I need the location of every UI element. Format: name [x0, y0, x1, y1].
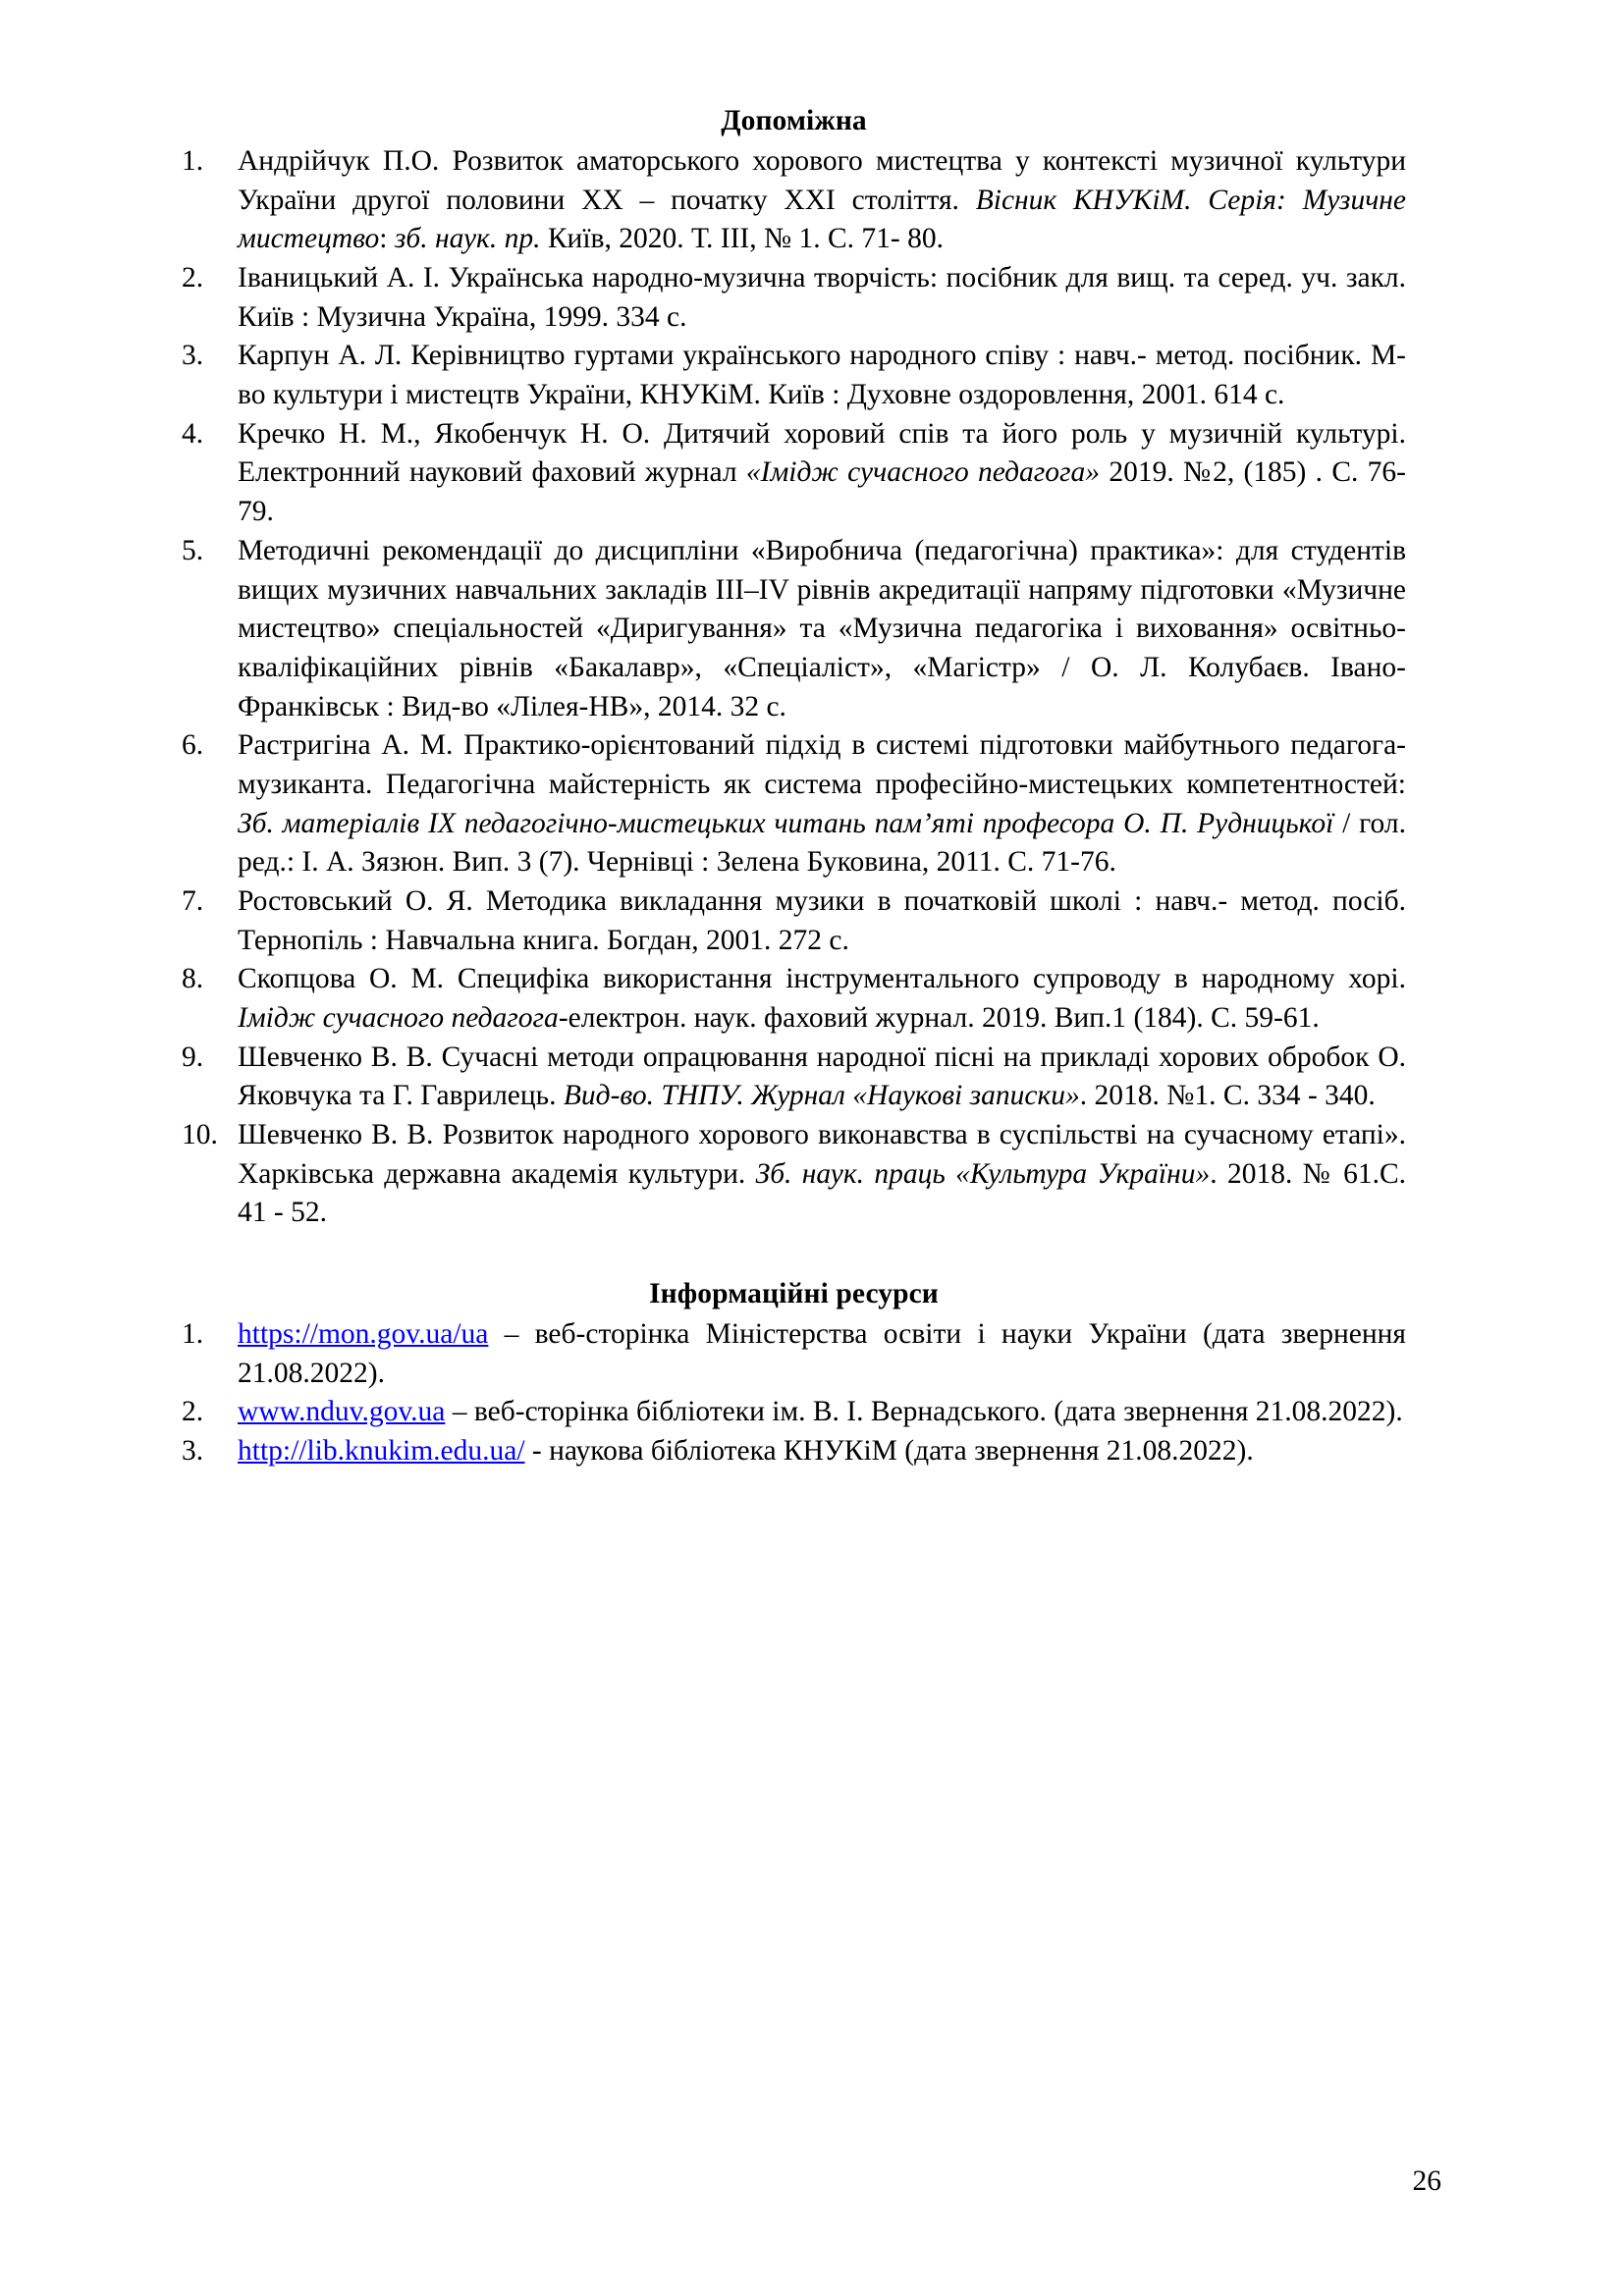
text-run: – веб-сторінка бібліотеки ім. В. І. Вернадського. (дата звернення 21.08.2022). [445, 1396, 1403, 1428]
section-heading-resources: Інформаційні ресурси [649, 1277, 939, 1309]
text-run: Київ, 2020. Т. III, № 1. С. 71- 80. [540, 223, 945, 255]
text-run: . 2018. №1. С. 334 - 340. [1079, 1080, 1376, 1112]
text-run: Растригіна А. М. Практико-орієнтований підхід в системі підготовки майбутнього педагога-музиканта. Педагогічна майстерність як система професійно-мистецьких компетентностей: [238, 729, 1406, 800]
reference-text-1 [238, 145, 1406, 254]
italic-run: Вісник КНУКіМ. Серія: Музичне мистецтво [238, 184, 1406, 255]
text-run: Кречко Н. М., Якобенчук Н. О. Дитячий хоровий спів та його роль у музичній культурі. Електронний науковий фаховий журнал [238, 417, 1406, 489]
text-run: Шевченко В. В. Сучасні методи опрацювання народної пісні на прикладі хорових обробок О. Яковчука та Г. Гаврилець. [238, 1041, 1406, 1112]
resource-item [182, 1315, 1406, 1393]
text-run: Методичні рекомендації до дисципліни «Виробнича (педагогічна) практика»: для студентів вищих музичних навчальних закладів III–IV рівнів акредитації напряму підготовки «Музичне мистецтво» спеціальностей «Диригування» та «Музична педагогіка і виховання» освітньо-кваліфікаційних рівнів «Бакалавр», «Спеціаліст», «Магістр» / О. Л. Колубаєв. Івано-Франківськ : Вид-во «Лілея-НВ», 2014. 32 с. [238, 534, 1406, 722]
resource-text-1 [238, 1318, 1406, 1389]
text-run: -електрон. наук. фаховий журнал. 2019. Вип.1 (184). С. 59-61. [558, 1001, 1320, 1034]
resource-item [182, 1432, 1406, 1471]
bibliography-list [182, 142, 1406, 1233]
text-run: / гол. ред.: І. А. Зязюн. Вип. 3 (7). Чернівці : Зелена Буковина, 2011. С. 71-76. [238, 807, 1406, 879]
resource-item [182, 1393, 1406, 1432]
bibliography-item [182, 337, 1406, 414]
resource-text-2 [238, 1396, 1403, 1427]
italic-run: «Імідж сучасного педагога» [745, 456, 1101, 489]
text-run: 2019. №2, (185) . С. 76-79. [238, 456, 1407, 528]
text-run: Карпун А. Л. Керівництво гуртами українського народного співу : навч.- метод. посібник. М-во культури і мистецтв України, КНУКіМ. Київ : Духовне оздоровлення, 2001. 614 с. [238, 340, 1406, 411]
reference-text-10 [238, 1119, 1406, 1228]
text-run: Андрійчук П.О. Розвиток аматорського хорового мистецтва у контексті музичної культури України другої половини XX – початку XXI століття. [238, 145, 1406, 216]
text-run: Іваницький А. І. Українська народно-музична творчість: посібник для вищ. та серед. уч. закл. Київ : Музична Україна, 1999. 334 с. [238, 262, 1406, 333]
reference-text-8 [238, 963, 1406, 1034]
italic-run: зб. наук. пр. [394, 223, 541, 255]
reference-text-5 [238, 535, 1406, 722]
bibliography-item [182, 882, 1406, 960]
italic-run: Зб. наук. праць «Культура України» [755, 1157, 1211, 1190]
bibliography-item [182, 142, 1406, 259]
page-number: 26 [1412, 2164, 1441, 2197]
reference-text-9 [238, 1041, 1406, 1112]
text-run: . 2018. № 61.С. 41 - 52. [238, 1157, 1406, 1229]
italic-run: Зб. матеріалів IX педагогічно-мистецьких читань пам’яті професора О. П. Рудницької [238, 807, 1334, 839]
bibliography-item [182, 532, 1406, 726]
reference-text-3 [238, 340, 1406, 410]
text-run: Скопцова О. М. Специфіка використання інструментального супроводу в народному хорі. [238, 963, 1406, 995]
text-run: Шевченко В. В. Розвиток народного хорового виконавства в суспільстві на сучасному етапі». Харківська державна академія культури. [238, 1118, 1406, 1190]
resource-url-link[interactable]: http://lib.knukim.edu.ua/ [238, 1435, 525, 1468]
bibliography-item [182, 259, 1406, 337]
italic-run: Імідж сучасного педагога [238, 1001, 559, 1034]
bibliography-item [182, 960, 1406, 1038]
text-run: Ростовський О. Я. Методика викладання музики в початковій школі : навч.- метод. посіб. Тернопіль : Навчальна книга. Богдан, 2001. 272 с. [238, 884, 1406, 956]
reference-text-7 [238, 885, 1406, 956]
resource-url-link[interactable]: https://mon.gov.ua/ua [238, 1318, 489, 1351]
section-heading-supplementary: Допоміжна [721, 105, 867, 136]
text-run: – веб-сторінка Міністерства освіти і науки України (дата звернення 21.08.2022). [238, 1318, 1406, 1389]
text-run: : [379, 223, 395, 255]
resource-text-3 [238, 1435, 1254, 1467]
reference-text-4 [238, 418, 1406, 527]
bibliography-item [182, 1039, 1406, 1116]
bibliography-item [182, 415, 1406, 532]
section-spacer [182, 1233, 1406, 1274]
reference-text-6 [238, 729, 1406, 878]
italic-run: Вид-во. ТНПУ. Журнал «Наукові записки» [563, 1080, 1080, 1112]
bibliography-item [182, 1116, 1406, 1233]
text-run: - наукова бібліотека КНУКіМ (дата звернення 21.08.2022). [524, 1435, 1254, 1468]
resources-list [182, 1315, 1406, 1471]
resource-url-link[interactable]: www.nduv.gov.ua [238, 1396, 446, 1428]
bibliography-item [182, 726, 1406, 882]
reference-text-2 [238, 262, 1406, 333]
